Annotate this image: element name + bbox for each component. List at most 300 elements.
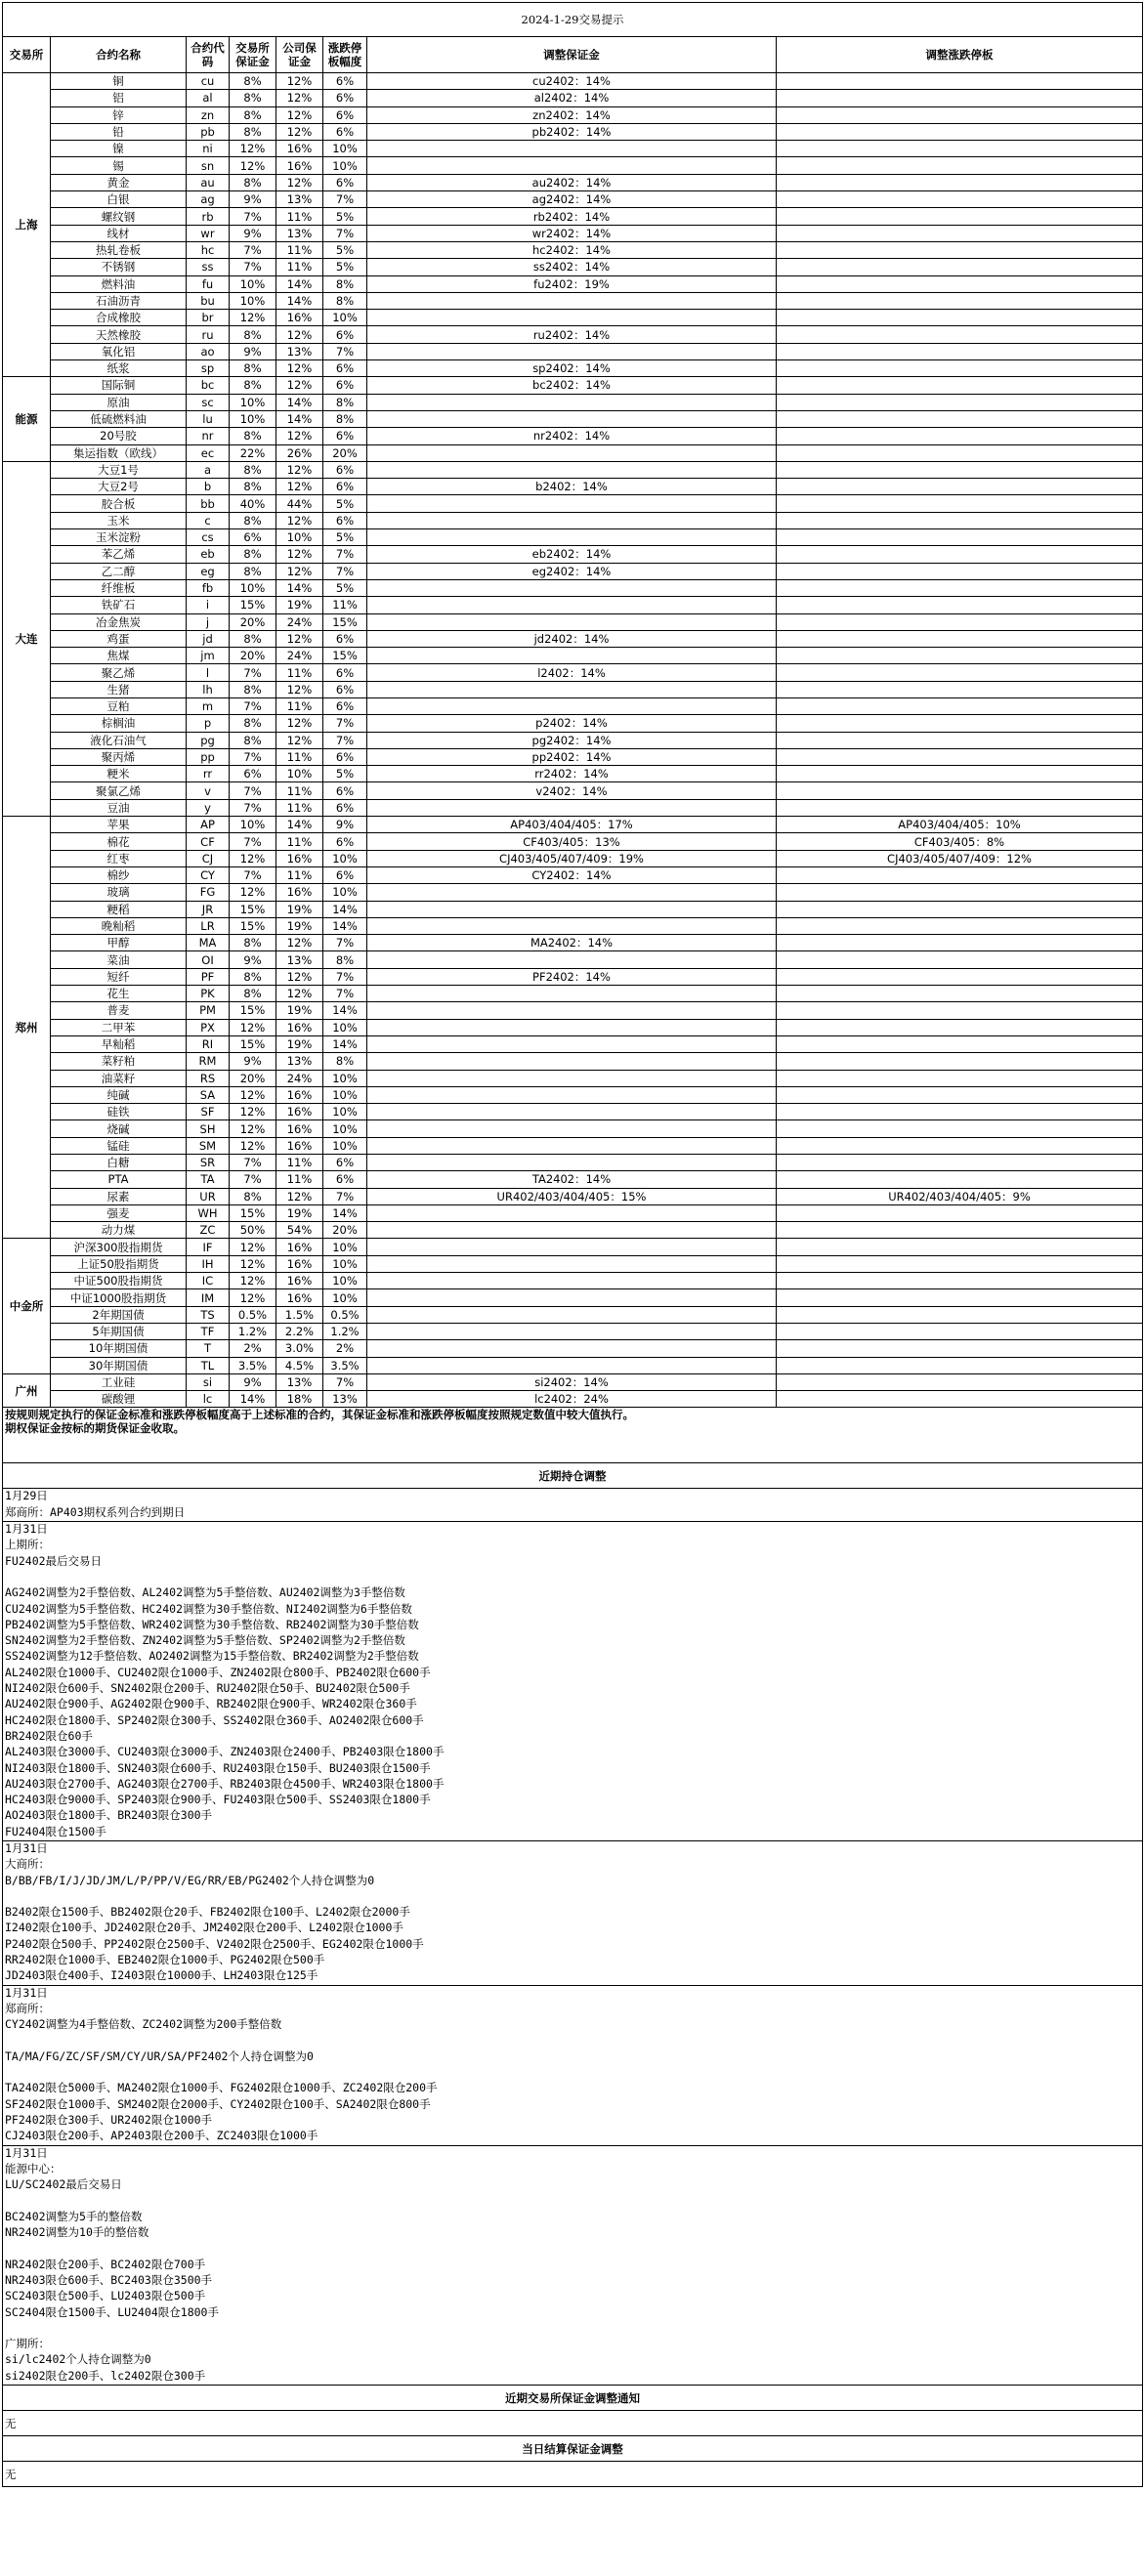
contract-code: RI [187, 1035, 230, 1052]
price-limit: 10% [323, 1070, 367, 1086]
price-limit: 10% [323, 1239, 367, 1255]
contract-name: 镍 [51, 141, 187, 157]
company-margin: 11% [276, 833, 323, 850]
company-margin: 26% [276, 444, 323, 461]
company-margin: 19% [276, 1204, 323, 1221]
adjusted-limit [777, 579, 1143, 596]
company-margin: 12% [276, 428, 323, 444]
contract-name: 胶合板 [51, 495, 187, 512]
price-limit: 8% [323, 410, 367, 427]
adjusted-limit [777, 1171, 1143, 1188]
exchange-notice-title-row [3, 2386, 1143, 2411]
contract-name: 聚丙烯 [51, 748, 187, 765]
contract-code: ec [187, 444, 230, 461]
contract-code: PK [187, 986, 230, 1002]
adjusted-limit [777, 935, 1143, 951]
adjusted-limit [777, 157, 1143, 174]
contract-name: 棉花 [51, 833, 187, 850]
table-row [3, 546, 1143, 563]
contract-code: CY [187, 866, 230, 883]
price-limit: 3.5% [323, 1357, 367, 1373]
adjusted-margin [367, 579, 777, 596]
exchange-margin: 8% [230, 428, 276, 444]
adjusted-margin [367, 410, 777, 427]
table-row [3, 106, 1143, 123]
position-line: AO2403限仓1800手、BR2403限仓300手 [5, 1808, 213, 1823]
contract-name: 豆粕 [51, 697, 187, 714]
contract-code: SF [187, 1104, 230, 1120]
exchange-margin: 8% [230, 563, 276, 579]
exchange-margin: 12% [230, 1019, 276, 1035]
contract-name: 短纤 [51, 968, 187, 985]
table-row [3, 529, 1143, 546]
position-line: si2402限仓200手、lc2402限仓300手 [5, 2368, 206, 2383]
table-row [3, 310, 1143, 326]
table-row [3, 1002, 1143, 1019]
company-margin: 18% [276, 1391, 323, 1408]
table-row [3, 1070, 1143, 1086]
adjusted-limit [777, 275, 1143, 292]
position-block [3, 1840, 1143, 1985]
adjusted-margin: pb2402：14% [367, 123, 777, 140]
adjusted-margin [367, 597, 777, 613]
exchange-margin: 22% [230, 444, 276, 461]
adjusted-limit: UR402/403/404/405：9% [777, 1188, 1143, 1204]
exchange-margin: 8% [230, 360, 276, 377]
contract-code: eb [187, 546, 230, 563]
adjusted-margin: AP403/404/405：17% [367, 817, 777, 833]
contract-name: 锌 [51, 106, 187, 123]
contract-name: 低硫燃料油 [51, 410, 187, 427]
contract-code: pb [187, 123, 230, 140]
contract-code: y [187, 799, 230, 816]
exchange-margin: 7% [230, 1171, 276, 1188]
company-margin: 16% [276, 1255, 323, 1272]
adjusted-limit [777, 917, 1143, 934]
contract-name: 石油沥青 [51, 292, 187, 309]
contract-name: 螺纹钢 [51, 208, 187, 225]
contract-code: ZC [187, 1222, 230, 1239]
adjusted-limit [777, 681, 1143, 697]
company-margin: 16% [276, 1019, 323, 1035]
price-limit: 5% [323, 579, 367, 596]
contract-code: ao [187, 343, 230, 359]
table-row [3, 444, 1143, 461]
contract-name: 苯乙烯 [51, 546, 187, 563]
contract-name: 白银 [51, 191, 187, 208]
adjusted-limit [777, 410, 1143, 427]
exchange-margin: 10% [230, 275, 276, 292]
contract-code: hc [187, 241, 230, 258]
position-adjustment-title: 近期持仓调整 [3, 1463, 1143, 1489]
company-margin: 12% [276, 174, 323, 190]
price-limit: 6% [323, 866, 367, 883]
contract-code: IF [187, 1239, 230, 1255]
table-row [3, 495, 1143, 512]
company-margin: 16% [276, 1120, 323, 1137]
adjusted-margin: ss2402：14% [367, 259, 777, 275]
adjusted-margin [367, 1323, 777, 1339]
exchange-name: 能源 [3, 377, 51, 461]
company-margin: 16% [276, 141, 323, 157]
adjusted-limit [777, 1155, 1143, 1171]
header-exchange-margin: 交易所保证金 [230, 37, 276, 73]
contract-code: ni [187, 141, 230, 157]
price-limit: 5% [323, 529, 367, 546]
price-limit: 10% [323, 1289, 367, 1306]
adjusted-margin [367, 1035, 777, 1052]
position-line: SC2404限仓1500手、LU2404限仓1800手 [5, 2304, 219, 2319]
position-adjustment-title-row [3, 1463, 1143, 1489]
adjusted-limit [777, 90, 1143, 106]
table-row [3, 782, 1143, 799]
adjusted-limit [777, 648, 1143, 664]
adjusted-limit [777, 1273, 1143, 1289]
position-line: 1月31日 [5, 1985, 48, 2000]
price-limit: 6% [323, 697, 367, 714]
price-limit: 20% [323, 444, 367, 461]
settlement-value: 无 [3, 2462, 1143, 2487]
adjusted-margin: ag2402：14% [367, 191, 777, 208]
table-row [3, 241, 1143, 258]
contract-name: 粳稻 [51, 901, 187, 917]
table-row [3, 360, 1143, 377]
company-margin: 16% [276, 1086, 323, 1103]
adjusted-limit [777, 529, 1143, 546]
company-margin: 12% [276, 715, 323, 732]
price-limit: 15% [323, 648, 367, 664]
table-row [3, 850, 1143, 866]
exchange-margin: 9% [230, 951, 276, 968]
contract-name: 铅 [51, 123, 187, 140]
company-margin: 12% [276, 1188, 323, 1204]
position-block [3, 2145, 1143, 2385]
contract-code: a [187, 461, 230, 478]
contract-code: pg [187, 732, 230, 748]
exchange-margin: 12% [230, 1289, 276, 1306]
exchange-name: 上海 [3, 73, 51, 377]
contract-name: 普麦 [51, 1002, 187, 1019]
company-margin: 16% [276, 884, 323, 901]
contract-code: SM [187, 1137, 230, 1154]
exchange-margin: 8% [230, 461, 276, 478]
table-row [3, 697, 1143, 714]
position-line: 郑商所： [5, 2001, 50, 2015]
position-line: HC2403限仓9000手、SP2403限仓900手、FU2403限仓500手、SS2403限仓1800手 [5, 1793, 431, 1807]
adjusted-margin: CJ403/405/407/409：19% [367, 850, 777, 866]
company-margin: 13% [276, 1373, 323, 1390]
adjusted-margin: PF2402：14% [367, 968, 777, 985]
adjusted-limit [777, 191, 1143, 208]
price-limit: 5% [323, 241, 367, 258]
exchange-margin: 8% [230, 968, 276, 985]
exchange-margin: 12% [230, 141, 276, 157]
contract-name: 玉米 [51, 512, 187, 528]
company-margin: 14% [276, 292, 323, 309]
exchange-margin: 7% [230, 799, 276, 816]
position-line: SN2402调整为2手整倍数、ZN2402调整为5手整倍数、SP2402调整为2手整倍数 [5, 1633, 405, 1648]
company-margin: 1.5% [276, 1306, 323, 1323]
header-contract: 合约名称 [51, 37, 187, 73]
adjusted-margin: pg2402：14% [367, 732, 777, 748]
company-margin: 19% [276, 1035, 323, 1052]
contract-code: PF [187, 968, 230, 985]
contract-name: 锡 [51, 157, 187, 174]
adjusted-limit [777, 1137, 1143, 1154]
contract-name: 原油 [51, 394, 187, 410]
adjusted-margin [367, 1070, 777, 1086]
contract-code: m [187, 697, 230, 714]
table-row [3, 343, 1143, 359]
table-row [3, 951, 1143, 968]
contract-name: 玻璃 [51, 884, 187, 901]
price-limit: 6% [323, 681, 367, 697]
table-row [3, 597, 1143, 613]
company-margin: 12% [276, 360, 323, 377]
position-line: 大商所： [5, 1857, 50, 1872]
adjusted-margin: CF403/405：13% [367, 833, 777, 850]
adjusted-margin: TA2402：14% [367, 1171, 777, 1188]
margin-table [2, 2, 1143, 2487]
adjusted-limit [777, 1120, 1143, 1137]
adjusted-margin: CY2402：14% [367, 866, 777, 883]
position-line [5, 1889, 1140, 1905]
position-block [3, 1985, 1143, 2145]
price-limit: 1.2% [323, 1323, 367, 1339]
exchange-margin: 8% [230, 123, 276, 140]
price-limit: 10% [323, 1137, 367, 1154]
contract-code: lu [187, 410, 230, 427]
adjusted-margin [367, 394, 777, 410]
adjusted-limit [777, 1323, 1143, 1339]
contract-name: 中证1000股指期货 [51, 1289, 187, 1306]
price-limit: 5% [323, 259, 367, 275]
price-limit: 10% [323, 1086, 367, 1103]
table-row [3, 1289, 1143, 1306]
adjusted-margin [367, 799, 777, 816]
company-margin: 14% [276, 275, 323, 292]
contract-name: 甲醇 [51, 935, 187, 951]
exchange-margin: 10% [230, 394, 276, 410]
table-row [3, 748, 1143, 765]
adjusted-limit [777, 1239, 1143, 1255]
contract-name: 大豆1号 [51, 461, 187, 478]
contract-name: 纤维板 [51, 579, 187, 596]
contract-name: 氧化铝 [51, 343, 187, 359]
exchange-notice-row [3, 2411, 1143, 2436]
adjusted-margin [367, 1239, 777, 1255]
adjusted-limit [777, 1204, 1143, 1221]
position-line: LU/SC2402最后交易日 [5, 2177, 122, 2192]
exchange-margin: 12% [230, 1104, 276, 1120]
company-margin: 16% [276, 1289, 323, 1306]
exchange-margin: 15% [230, 1002, 276, 1019]
exchange-margin: 12% [230, 1239, 276, 1255]
contract-code: ag [187, 191, 230, 208]
company-margin: 4.5% [276, 1357, 323, 1373]
price-limit: 10% [323, 884, 367, 901]
exchange-margin: 7% [230, 259, 276, 275]
contract-name: 5年期国债 [51, 1323, 187, 1339]
adjusted-limit [777, 73, 1143, 90]
position-line: 1月31日 [5, 1522, 48, 1537]
adjusted-margin: b2402：14% [367, 479, 777, 495]
adjusted-limit [777, 141, 1143, 157]
company-margin: 16% [276, 157, 323, 174]
adjusted-limit: CJ403/405/407/409：12% [777, 850, 1143, 866]
company-margin: 16% [276, 310, 323, 326]
contract-code: CF [187, 833, 230, 850]
adjusted-limit [777, 782, 1143, 799]
position-line: SS2402调整为12手整倍数、AO2402调整为15手整倍数、BR2402调整为2手整倍数 [5, 1649, 419, 1664]
contract-code: ru [187, 326, 230, 343]
adjusted-limit [777, 1306, 1143, 1323]
adjusted-limit [777, 428, 1143, 444]
exchange-margin: 9% [230, 225, 276, 241]
exchange-margin: 7% [230, 241, 276, 258]
adjusted-margin [367, 444, 777, 461]
company-margin: 11% [276, 1171, 323, 1188]
price-limit: 15% [323, 613, 367, 630]
company-margin: 12% [276, 968, 323, 985]
price-limit: 10% [323, 310, 367, 326]
company-margin: 24% [276, 613, 323, 630]
contract-code: fu [187, 275, 230, 292]
table-row [3, 901, 1143, 917]
contract-code: FG [187, 884, 230, 901]
trading-notice-page [2, 2, 1142, 2487]
table-row [3, 377, 1143, 394]
table-row [3, 275, 1143, 292]
contract-name: 线材 [51, 225, 187, 241]
contract-name: 大豆2号 [51, 479, 187, 495]
exchange-margin: 7% [230, 748, 276, 765]
contract-name: 集运指数（欧线） [51, 444, 187, 461]
exchange-margin: 8% [230, 174, 276, 190]
position-line [5, 2241, 1140, 2257]
table-row [3, 461, 1143, 478]
position-line: NR2402限仓200手、BC2402限仓700手 [5, 2257, 206, 2271]
exchange-margin: 40% [230, 495, 276, 512]
company-margin: 12% [276, 326, 323, 343]
contract-code: sc [187, 394, 230, 410]
adjusted-margin: au2402：14% [367, 174, 777, 190]
company-margin: 12% [276, 377, 323, 394]
adjusted-limit [777, 174, 1143, 190]
exchange-margin: 10% [230, 410, 276, 427]
company-margin: 12% [276, 512, 323, 528]
contract-name: 不锈钢 [51, 259, 187, 275]
position-block-row [3, 2145, 1143, 2385]
position-line [5, 2065, 1140, 2081]
exchange-margin: 50% [230, 1222, 276, 1239]
price-limit: 7% [323, 563, 367, 579]
adjusted-margin [367, 461, 777, 478]
note-row [3, 1408, 1143, 1463]
adjusted-margin: p2402：14% [367, 715, 777, 732]
position-line: 1月31日 [5, 1840, 48, 1855]
settlement-adjustment-title: 当日结算保证金调整 [3, 2436, 1143, 2462]
adjusted-limit [777, 495, 1143, 512]
position-block [3, 1522, 1143, 1841]
contract-code: al [187, 90, 230, 106]
table-row [3, 732, 1143, 748]
price-limit: 13% [323, 1391, 367, 1408]
exchange-notice-title: 近期交易所保证金调整通知 [3, 2386, 1143, 2411]
adjusted-limit [777, 1373, 1143, 1390]
table-row [3, 1137, 1143, 1154]
adjusted-limit [777, 241, 1143, 258]
position-line: TA2402限仓5000手、MA2402限仓1000手、FG2402限仓1000手、ZC2402限仓200手 [5, 2081, 438, 2095]
contract-name: 工业硅 [51, 1373, 187, 1390]
table-row [3, 410, 1143, 427]
table-row [3, 512, 1143, 528]
table-row [3, 479, 1143, 495]
exchange-margin: 8% [230, 377, 276, 394]
exchange-margin: 12% [230, 1120, 276, 1137]
position-line: AL2402限仓1000手、CU2402限仓1000手、ZN2402限仓800手、PB2402限仓600手 [5, 1665, 431, 1679]
adjusted-margin [367, 292, 777, 309]
exchange-margin: 9% [230, 1373, 276, 1390]
company-margin: 13% [276, 1053, 323, 1070]
contract-name: 液化石油气 [51, 732, 187, 748]
table-row [3, 1035, 1143, 1052]
price-limit: 14% [323, 1035, 367, 1052]
adjusted-margin [367, 1120, 777, 1137]
contract-code: eg [187, 563, 230, 579]
contract-code: rb [187, 208, 230, 225]
exchange-margin: 7% [230, 782, 276, 799]
company-margin: 14% [276, 410, 323, 427]
price-limit: 6% [323, 326, 367, 343]
price-limit: 6% [323, 377, 367, 394]
position-line: AU2403限仓2700手、AG2403限仓2700手、RB2403限仓4500手、WR2403限仓1800手 [5, 1776, 445, 1791]
adjusted-limit [777, 968, 1143, 985]
company-margin: 11% [276, 259, 323, 275]
contract-code: IM [187, 1289, 230, 1306]
exchange-margin: 12% [230, 157, 276, 174]
exchange-margin: 7% [230, 697, 276, 714]
adjusted-margin [367, 1155, 777, 1171]
price-limit: 7% [323, 732, 367, 748]
adjusted-limit [777, 479, 1143, 495]
position-line: CY2402调整为4手整倍数、ZC2402调整为200手整倍数 [5, 2017, 282, 2032]
exchange-margin: 12% [230, 1273, 276, 1289]
adjusted-margin [367, 648, 777, 664]
exchange-margin: 8% [230, 715, 276, 732]
contract-name: 动力煤 [51, 1222, 187, 1239]
table-row [3, 563, 1143, 579]
exchange-margin: 14% [230, 1391, 276, 1408]
contract-code: T [187, 1340, 230, 1357]
contract-name: 热轧卷板 [51, 241, 187, 258]
exchange-margin: 10% [230, 817, 276, 833]
price-limit: 8% [323, 292, 367, 309]
contract-name: PTA [51, 1171, 187, 1188]
table-row [3, 1391, 1143, 1408]
adjusted-margin: jd2402：14% [367, 630, 777, 647]
adjusted-margin [367, 1357, 777, 1373]
contract-code: wr [187, 225, 230, 241]
table-row [3, 968, 1143, 985]
table-row [3, 208, 1143, 225]
contract-code: RS [187, 1070, 230, 1086]
table-row [3, 157, 1143, 174]
contract-code: SR [187, 1155, 230, 1171]
contract-code: bc [187, 377, 230, 394]
header-code: 合约代码 [187, 37, 230, 73]
adjusted-limit [777, 1035, 1143, 1052]
